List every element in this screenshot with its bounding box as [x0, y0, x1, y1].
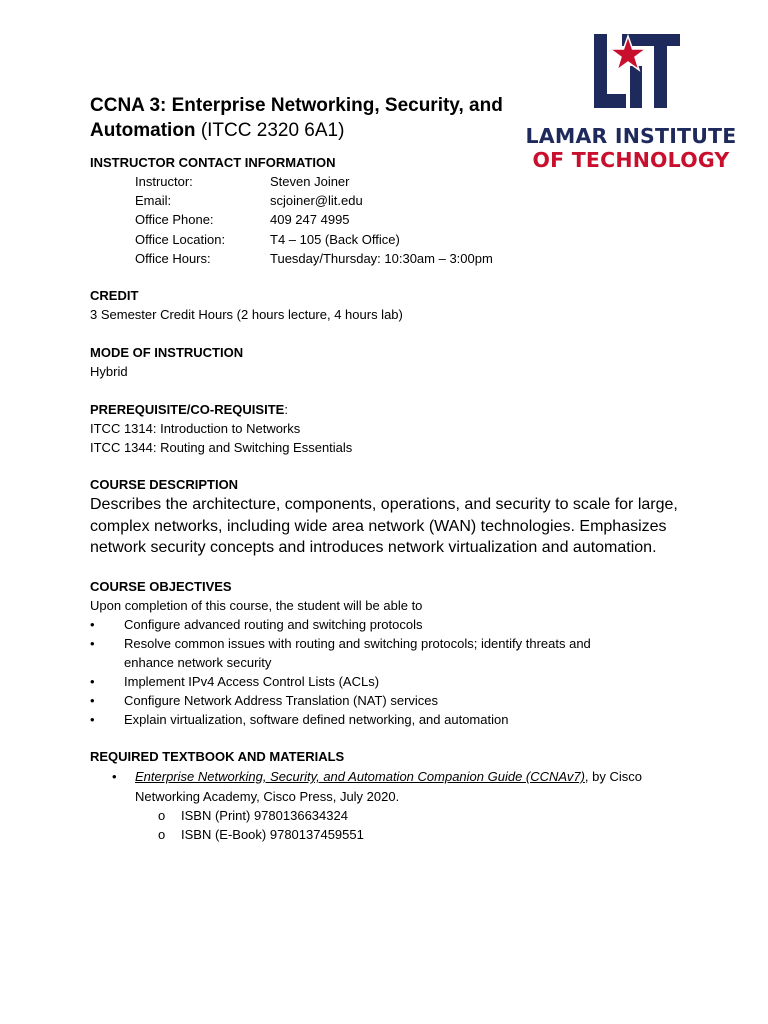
- prereq-item: ITCC 1344: Routing and Switching Essentials: [90, 440, 353, 455]
- lit-monogram-icon: [592, 30, 682, 110]
- contact-value: T4 – 105 (Back Office): [270, 231, 400, 247]
- mode-heading: MODE OF INSTRUCTION: [90, 345, 244, 360]
- logo-line-1: LAMAR INSTITUTE: [525, 124, 737, 148]
- credit-text: 3 Semester Credit Hours (2 hours lecture, 4 hours lab): [90, 307, 403, 322]
- contact-value: Tuesday/Thursday: 10:30am – 3:00pm: [270, 250, 493, 266]
- circle-bullet-icon: o: [158, 808, 166, 823]
- contact-value: Steven Joiner: [270, 174, 350, 189]
- bullet-icon: •: [90, 617, 95, 632]
- objective-text: Configure Network Address Translation (NAT) services: [124, 693, 439, 708]
- contact-label: Instructor:: [135, 174, 193, 189]
- logo-line-2: OF TECHNOLOGY: [532, 148, 730, 172]
- objectives-heading: COURSE OBJECTIVES: [90, 579, 232, 594]
- textbook-title-link[interactable]: Enterprise Networking, Security, and Automation Companion Guide (CCNAv7): [135, 769, 585, 784]
- prereq-heading: [90, 401, 288, 419]
- objective-text: Configure advanced routing and switching protocols: [124, 617, 423, 632]
- objective-text: Implement IPv4 Access Control Lists (ACLs): [124, 674, 380, 689]
- contact-heading: INSTRUCTOR CONTACT INFORMATION: [90, 155, 336, 170]
- contact-label: Office Hours:: [135, 250, 211, 266]
- course-title: [90, 93, 510, 143]
- bullet-icon: •: [90, 712, 95, 727]
- circle-bullet-icon: o: [158, 827, 166, 842]
- contact-label: Office Location:: [135, 231, 226, 247]
- credit-heading: CREDIT: [90, 288, 139, 303]
- textbook-citation: [135, 767, 685, 807]
- prereq-heading-text: PREREQUISITE/CO-REQUISITE: [90, 402, 285, 417]
- objective-text: Explain virtualization, software defined networking, and automation: [124, 712, 509, 727]
- prereq-item: ITCC 1314: Introduction to Networks: [90, 421, 301, 436]
- isbn-text: ISBN (Print) 9780136634324: [181, 808, 348, 823]
- course-title-line2: Automation: [90, 120, 196, 141]
- isbn-text: ISBN (E-Book) 9780137459551: [181, 827, 364, 842]
- textbook-heading: REQUIRED TEXTBOOK AND MATERIALS: [90, 749, 345, 764]
- bullet-icon: •: [90, 693, 95, 708]
- contact-label: Office Phone:: [135, 212, 214, 228]
- textbook-publisher: , by Cisco Networking Academy, Cisco Press, July 2020.: [135, 769, 642, 804]
- mode-text: Hybrid: [90, 364, 128, 379]
- email-link[interactable]: scjoiner@lit.edu: [270, 193, 363, 209]
- description-heading: COURSE DESCRIPTION: [90, 477, 239, 492]
- bullet-icon: •: [90, 636, 95, 651]
- description-text: Describes the architecture, components, operations, and security to scale for large, complex networks, including wide area network (WAN) technologies. Emphasizes network security concepts and introduces network virtualization and automation.: [90, 496, 678, 556]
- lit-logo: [518, 30, 744, 175]
- course-code: (ITCC 2320 6A1): [200, 120, 345, 141]
- course-title-line1: CCNA 3: Enterprise Networking, Security, and: [90, 95, 503, 116]
- bullet-icon: •: [90, 674, 95, 689]
- contact-label: Email:: [135, 193, 172, 209]
- bullet-icon: •: [112, 769, 117, 784]
- prereq-colon: :: [284, 402, 288, 417]
- objective-text: Resolve common issues with routing and switching protocols; identify threats and enhance network security: [124, 636, 591, 670]
- objectives-intro: Upon completion of this course, the student will be able to: [90, 598, 423, 613]
- contact-value: 409 247 4995: [270, 212, 350, 228]
